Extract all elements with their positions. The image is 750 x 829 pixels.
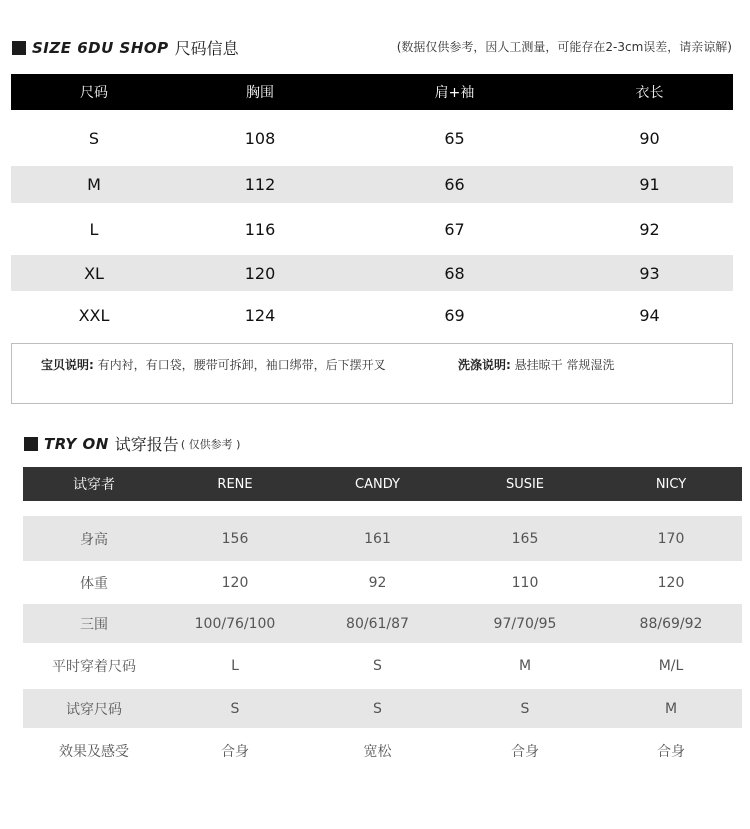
tryon-table-header xyxy=(23,467,742,501)
wash-instructions-label: 洗涤说明: xyxy=(458,358,511,372)
tryon-brand-title: TRY ON xyxy=(44,434,109,453)
cell-rene: L xyxy=(231,658,239,674)
measurement-note: (数据仅供参考，因人工测量，可能存在2-3cm误差，请亲谅解) xyxy=(396,40,732,54)
cell-shoulder-sleeve: 67 xyxy=(444,219,465,239)
cell-candy: S xyxy=(373,658,382,674)
row-label: 效果及感受 xyxy=(59,744,129,760)
col-header-candy: CANDY xyxy=(355,476,400,492)
cell-nicy: 170 xyxy=(657,530,685,547)
tryon-table xyxy=(23,467,742,774)
size-section-header xyxy=(12,36,239,59)
table-row xyxy=(11,203,733,255)
cell-rene: 100/76/100 xyxy=(194,615,276,632)
size-table-header xyxy=(11,74,733,110)
table-row xyxy=(11,110,733,166)
size-table xyxy=(11,74,733,339)
square-bullet-icon xyxy=(24,437,38,451)
table-row xyxy=(23,728,742,774)
cell-size: XXL xyxy=(78,305,110,325)
cell-susie: M xyxy=(518,658,532,674)
table-row xyxy=(23,516,742,561)
table-row xyxy=(11,166,733,203)
cell-nicy: 合身 xyxy=(657,744,685,760)
cell-size: XL xyxy=(84,263,104,283)
cell-susie: 97/70/95 xyxy=(493,615,557,632)
item-description-label: 宝贝说明: xyxy=(41,358,94,372)
square-bullet-icon xyxy=(12,41,26,55)
cell-susie: 合身 xyxy=(511,744,539,760)
row-label: 三围 xyxy=(80,616,108,633)
cell-rene: S xyxy=(230,700,240,717)
col-header-shoulder-sleeve: 肩+袖 xyxy=(434,85,475,101)
cell-length: 94 xyxy=(639,305,660,325)
cell-chest: 120 xyxy=(244,263,276,283)
cell-susie: S xyxy=(520,700,530,717)
cell-nicy: 88/69/92 xyxy=(639,615,703,632)
row-label: 平时穿着尺码 xyxy=(52,659,136,675)
cell-chest: 108 xyxy=(244,128,276,148)
col-header-tester: 试穿者 xyxy=(73,477,115,493)
cell-length: 91 xyxy=(639,175,660,194)
cell-rene: 156 xyxy=(221,530,249,547)
wash-instructions-text: 悬挂晾干 常规湿洗 xyxy=(514,358,615,372)
col-header-size: 尺码 xyxy=(80,85,108,101)
cell-candy: 80/61/87 xyxy=(346,615,409,632)
row-label: 体重 xyxy=(80,575,108,592)
col-header-length: 衣长 xyxy=(635,85,664,101)
table-spacer xyxy=(23,501,742,516)
table-row xyxy=(23,604,742,643)
cell-shoulder-sleeve: 65 xyxy=(444,128,465,148)
cell-candy: 161 xyxy=(364,530,391,547)
cell-candy: 92 xyxy=(368,574,387,591)
table-row xyxy=(23,689,742,728)
cell-chest: 112 xyxy=(244,175,276,194)
tryon-note: ( 仅供参考 ) xyxy=(180,437,241,451)
cell-shoulder-sleeve: 66 xyxy=(444,175,465,194)
tryon-report-title: 试穿报告 xyxy=(114,435,179,454)
row-label: 试穿尺码 xyxy=(66,701,122,718)
col-header-rene: RENE xyxy=(217,476,253,492)
size-info-title: 尺码信息 xyxy=(174,39,239,58)
cell-susie: 110 xyxy=(511,574,539,591)
wash-instructions xyxy=(458,356,614,373)
table-row xyxy=(11,291,733,339)
cell-nicy: M xyxy=(664,700,678,717)
cell-nicy: 120 xyxy=(657,574,685,591)
col-header-chest: 胸围 xyxy=(246,85,274,101)
cell-nicy: M/L xyxy=(658,658,684,674)
table-row xyxy=(23,643,742,689)
product-description-box xyxy=(11,343,733,404)
item-description xyxy=(41,356,435,375)
cell-shoulder-sleeve: 68 xyxy=(444,263,465,283)
cell-candy: S xyxy=(373,700,382,717)
cell-rene: 120 xyxy=(221,574,249,591)
cell-candy: 宽松 xyxy=(363,744,392,760)
cell-chest: 124 xyxy=(244,305,276,325)
row-label: 身高 xyxy=(80,531,108,548)
cell-length: 92 xyxy=(639,219,660,239)
table-row xyxy=(11,255,733,291)
table-row xyxy=(23,561,742,604)
col-header-nicy: NICY xyxy=(655,476,687,492)
tryon-section-header xyxy=(24,432,240,455)
cell-size: S xyxy=(88,128,100,148)
cell-chest: 116 xyxy=(244,219,276,239)
item-description-text: 有内衬，有口袋，腰带可拆卸，袖口绑带，后下摆开叉 xyxy=(97,358,386,372)
cell-shoulder-sleeve: 69 xyxy=(444,305,465,325)
cell-length: 93 xyxy=(639,263,660,283)
brand-title: SIZE 6DU SHOP xyxy=(32,38,169,57)
cell-rene: 合身 xyxy=(221,744,249,760)
cell-size: M xyxy=(87,175,101,194)
col-header-susie: SUSIE xyxy=(505,476,545,492)
cell-length: 90 xyxy=(639,128,660,148)
cell-susie: 165 xyxy=(511,530,539,547)
cell-size: L xyxy=(89,219,99,239)
